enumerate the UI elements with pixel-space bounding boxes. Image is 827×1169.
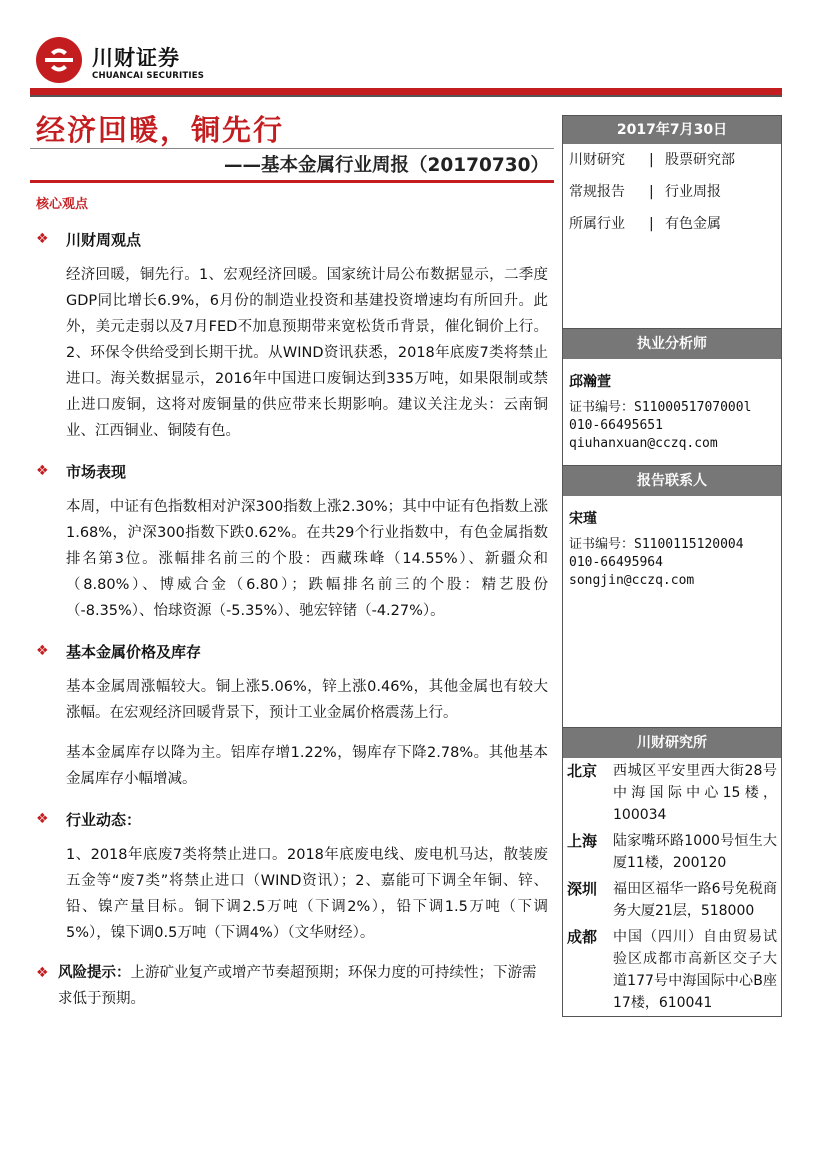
contact-email[interactable]: songjin@cczq.com (569, 573, 695, 588)
info-value: 行业周报 (665, 184, 721, 200)
subtitle-divider (30, 180, 554, 183)
section-paragraph: 基本金属库存以降为主。铝库存增1.22%，锡库存下降2.78%。其他基本金属库存小幅增减。 (66, 745, 548, 787)
header-bar (30, 88, 782, 95)
brand-name: 川财证券 (92, 46, 180, 70)
contact-phone: 010-66495964 (569, 555, 663, 570)
institute-header: 川财研究所 (563, 728, 781, 758)
report-date: 2017年7月30日 (563, 116, 781, 144)
risk-text: 上游矿业复产或增产节奏超预期；环保力度的可持续性；下游需求低于预期。 (58, 965, 537, 1007)
section-paragraph: 1、2018年底废7类将禁止进口。2018年底废电线、废电机马达，散装废五金等“废7类”将禁止进口（WIND资讯）；2、嘉能可下调全年铜、锌、铅、镍产量目标。铜下调2.5万吨（下调2%），铅下调1.5万吨（下调5%），镍下调0.5万吨（下调4%）（文华财经）。 (66, 847, 548, 941)
info-key: 所属行业 (569, 216, 625, 232)
analyst-cert: 证书编号：S1100051707000l (569, 400, 752, 415)
sidebar (562, 115, 782, 1017)
section-heading-text: 行业动态： (66, 810, 142, 829)
diamond-bullet-icon: ❖ (36, 463, 49, 479)
info-key: 常规报告 (569, 184, 625, 200)
info-key: 川财研究 (569, 152, 625, 168)
title-divider (30, 148, 554, 149)
section-heading (36, 458, 548, 484)
core-label: 核心观点 (36, 197, 89, 212)
diamond-bullet-icon: ❖ (36, 965, 49, 981)
section-paragraph: 本周，中证有色指数相对沪深300指数上涨2.30%；其中中证有色指数上涨1.68%，沪深300指数下跌0.62%。在共29个行业指数中，有色金属指数排名第3位。涨幅排名前三的个股：西藏珠峰（14.55%）、新疆众和（8.80%）、博威合金（6.80）；跌幅排名前三的个股：精艺股份（-8.35%）、怡球资源（-5.35%）、驰宏锌锗（-4.27%）。 (66, 499, 548, 619)
section-heading (36, 226, 548, 252)
chuancai-logo-icon (36, 37, 82, 83)
office-city: 成都 (567, 928, 598, 946)
report-subtitle: ——基本金属行业周报（20170730） (224, 155, 549, 176)
office-city: 北京 (567, 762, 598, 780)
office-address: 西城区平安里西大街28号中海国际中心15楼，100034 (613, 763, 777, 823)
analyst-name: 邱瀚萱 (569, 374, 611, 390)
info-row: 川财研究 | 股票研究部 (563, 144, 781, 176)
analyst-card (563, 359, 781, 465)
section-heading-text: 川财周观点 (66, 230, 142, 249)
section-paragraph: 基本金属周涨幅较大。铜上涨5.06%，锌上涨0.46%，其他金属也有较大涨幅。在宏观经济回暖背景下，预计工业金属价格震荡上行。 (66, 679, 548, 721)
office-item (563, 876, 781, 924)
info-row: 常规报告 | 行业周报 (563, 176, 781, 208)
main-content (36, 226, 548, 1012)
contact-box (562, 466, 782, 728)
contact-cert: 证书编号：S1100115120004 (569, 537, 744, 552)
info-row: 所属行业 | 有色金属 (563, 208, 781, 240)
contact-header: 报告联系人 (563, 466, 781, 496)
diamond-bullet-icon: ❖ (36, 231, 49, 247)
office-item (563, 828, 781, 876)
info-value: 有色金属 (665, 216, 721, 232)
analyst-phone: 010-66495651 (569, 418, 663, 433)
analyst-box (562, 329, 782, 466)
brand-name-en: CHUANCAI SECURITIES (92, 71, 205, 81)
analyst-header: 执业分析师 (563, 329, 781, 359)
section-paragraph: 经济回暖，铜先行。1、宏观经济回暖。国家统计局公布数据显示，二季度GDP同比增长6.9%，6月份的制造业投资和基建投资增速均有所回升。此外，美元走弱以及7月FED不加息预期带来宽松货币背景，催化铜价上行。2、环保令供给受到长期干扰。从WIND资讯获悉，2018年底废7类将禁止进口。海关数据显示，2016年中国进口废铜达到335万吨，如果限制或禁止进口废铜，这将对废铜量的供应带来长期影响。建议关注龙头：云南铜业、江西铜业、铜陵有色。 (66, 267, 548, 439)
office-item (563, 758, 781, 828)
office-city: 深圳 (567, 880, 598, 898)
section-heading-text: 市场表现 (66, 462, 127, 481)
diamond-bullet-icon: ❖ (36, 643, 49, 659)
office-city: 上海 (567, 832, 598, 850)
section-heading (36, 806, 548, 832)
analyst-email[interactable]: qiuhanxuan@cczq.com (569, 436, 718, 451)
risk-label: 风险提示： (58, 965, 131, 981)
header-bar-shadow (30, 95, 782, 97)
office-address: 陆家嘴环路1000号恒生大厦11楼，200120 (613, 833, 777, 871)
office-address: 中国（四川）自由贸易试验区成都市高新区交子大道177号中海国际中心B座17楼，610041 (613, 929, 777, 1011)
info-value: 股票研究部 (665, 152, 735, 168)
institute-box (562, 728, 782, 1017)
section-heading (36, 638, 548, 664)
office-address: 福田区福华一路6号免税商务大厦21层，518000 (613, 881, 777, 919)
report-title: 经济回暖，铜先行 (36, 113, 285, 147)
diamond-bullet-icon: ❖ (36, 811, 49, 827)
contact-name: 宋瑾 (569, 511, 597, 527)
risk-warning (36, 960, 548, 1012)
section-heading-text: 基本金属价格及库存 (66, 642, 202, 661)
office-item (563, 924, 781, 1016)
report-info-box (562, 115, 782, 329)
contact-card (563, 496, 781, 727)
